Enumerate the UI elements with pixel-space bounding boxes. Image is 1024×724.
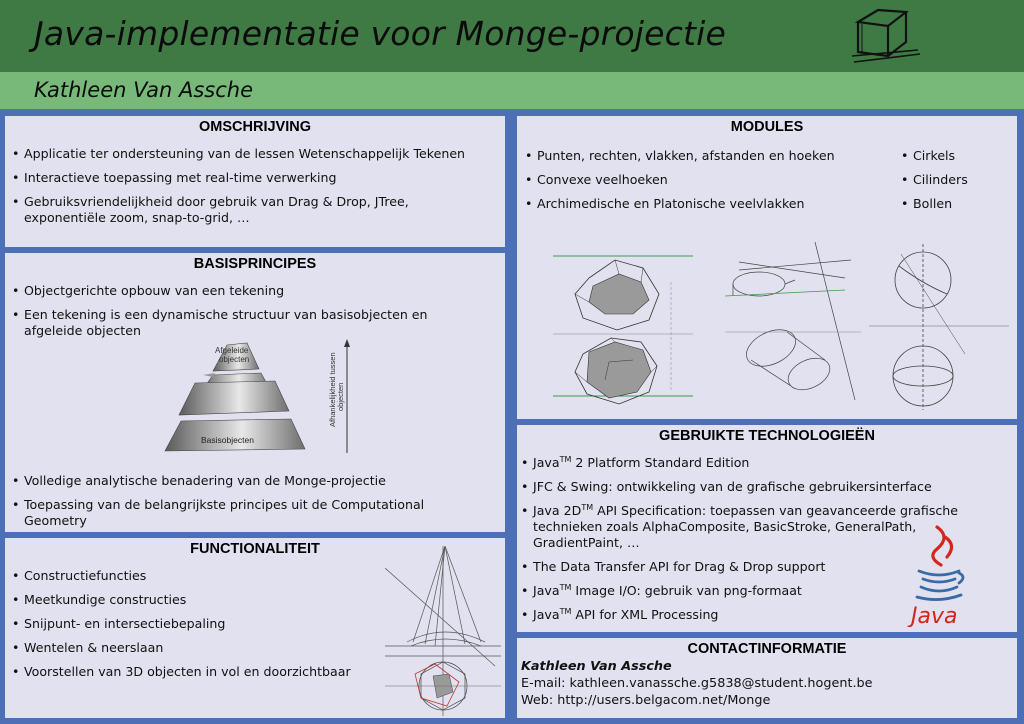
list-item: • Punten, rechten, vlakken, afstanden en hoeken (523, 148, 893, 164)
wireframe-cube-icon (848, 4, 928, 68)
polyhedron-illustration (553, 242, 693, 412)
list-item: • Toepassing van de belangrijkste principes uit de Computational Geometry (10, 497, 480, 529)
panel-title: CONTACTINFORMATIE (687, 641, 847, 657)
list-item: • Voorstellen van 3D objecten in vol en doorzichtbaar (10, 664, 400, 680)
pyramid-top-label: Afgeleide (215, 346, 249, 355)
functionaliteit-list (10, 568, 400, 688)
header-bar (0, 0, 1024, 72)
panel-title: OMSCHRIJVING (199, 119, 311, 135)
list-item: • Applicatie ter ondersteuning van de lessen Wetenschappelijk Tekenen (10, 146, 480, 162)
list-item: • Cilinders (899, 172, 1009, 188)
list-item: • Java 2D™ API Specification: toepassen van geavanceerde grafische technieken zoals AlphaComposite, BasicStroke, GeneralPath, GradientPaint, … (519, 503, 1003, 551)
panel-title: MODULES (730, 119, 804, 135)
contact-web: Web: http://users.belgacom.net/Monge (521, 693, 771, 708)
panel-functionaliteit (5, 538, 505, 718)
panel-title: FUNCTIONALITEIT (190, 541, 320, 557)
omschrijving-list (10, 146, 480, 234)
basisprincipes-list-bottom (10, 473, 480, 537)
panel-title: GEBRUIKTE TECHNOLOGIEËN (659, 428, 875, 444)
panel-omschrijving (5, 116, 505, 247)
panel-technologieen (517, 425, 1017, 632)
list-item: • Meetkundige constructies (10, 592, 400, 608)
panel-modules (517, 116, 1017, 419)
list-item: • Objectgerichte opbouw van een tekening (10, 283, 480, 299)
list-item: • Wentelen & neerslaan (10, 640, 400, 656)
list-item: • Java™ 2 Platform Standard Edition (519, 455, 1005, 471)
construction-illustration (385, 546, 501, 716)
modules-list-left (523, 148, 893, 220)
cylinder-illustration (725, 240, 861, 410)
pyramid-axis-label-2: objecten (336, 382, 345, 411)
list-item: • Java™ Image I/O: gebruik van png-formaat (519, 583, 1005, 599)
panel-contact (517, 638, 1017, 718)
list-item: • Archimedische en Platonische veelvlakken (523, 196, 893, 212)
contact-email: E-mail: kathleen.vanassche.g5838@student.hogent.be (521, 676, 873, 691)
author-name: Kathleen Van Assche (34, 78, 253, 102)
list-item: • Een tekening is een dynamische structuur van basisobjecten en afgeleide objecten (10, 307, 480, 339)
java-logo-text: Java (911, 604, 958, 627)
list-item: • Volledige analytische benadering van de Monge-projectie (10, 473, 480, 489)
modules-list-right (899, 148, 1009, 220)
basisprincipes-list-top (10, 283, 480, 347)
dependency-pyramid-diagram (155, 339, 365, 454)
contact-name: Kathleen Van Assche (521, 659, 672, 674)
poster-title: Java-implementatie voor Monge-projectie (34, 14, 727, 53)
sphere-illustration (869, 244, 1009, 414)
pyramid-axis-label: Afhankelijkheid tussen (328, 352, 337, 427)
list-item: • Snijpunt- en intersectiebepaling (10, 616, 400, 632)
list-item: • Gebruiksvriendelijkheid door gebruik van Drag & Drop, JTree, exponentiële zoom, snap-to-grid, … (10, 194, 480, 226)
list-item: • Cirkels (899, 148, 1009, 164)
panel-title: BASISPRINCIPES (193, 256, 317, 272)
list-item: • Constructiefuncties (10, 568, 400, 584)
author-bar (0, 72, 1024, 109)
list-item: • Java™ API for XML Processing (519, 607, 1005, 623)
panel-basisprincipes (5, 253, 505, 532)
pyramid-top-label-2: objecten (219, 355, 250, 364)
contact-block (521, 658, 873, 709)
pyramid-bottom-label: Basisobjecten (201, 435, 254, 445)
list-item: • Convexe veelhoeken (523, 172, 893, 188)
list-item: • Bollen (899, 196, 1009, 212)
list-item: • Interactieve toepassing met real-time verwerking (10, 170, 480, 186)
list-item: • JFC & Swing: ontwikkeling van de grafische gebruikersinterface (519, 479, 1005, 495)
list-item: • The Data Transfer API for Drag & Drop support (519, 559, 1005, 575)
java-logo-icon (907, 523, 971, 627)
